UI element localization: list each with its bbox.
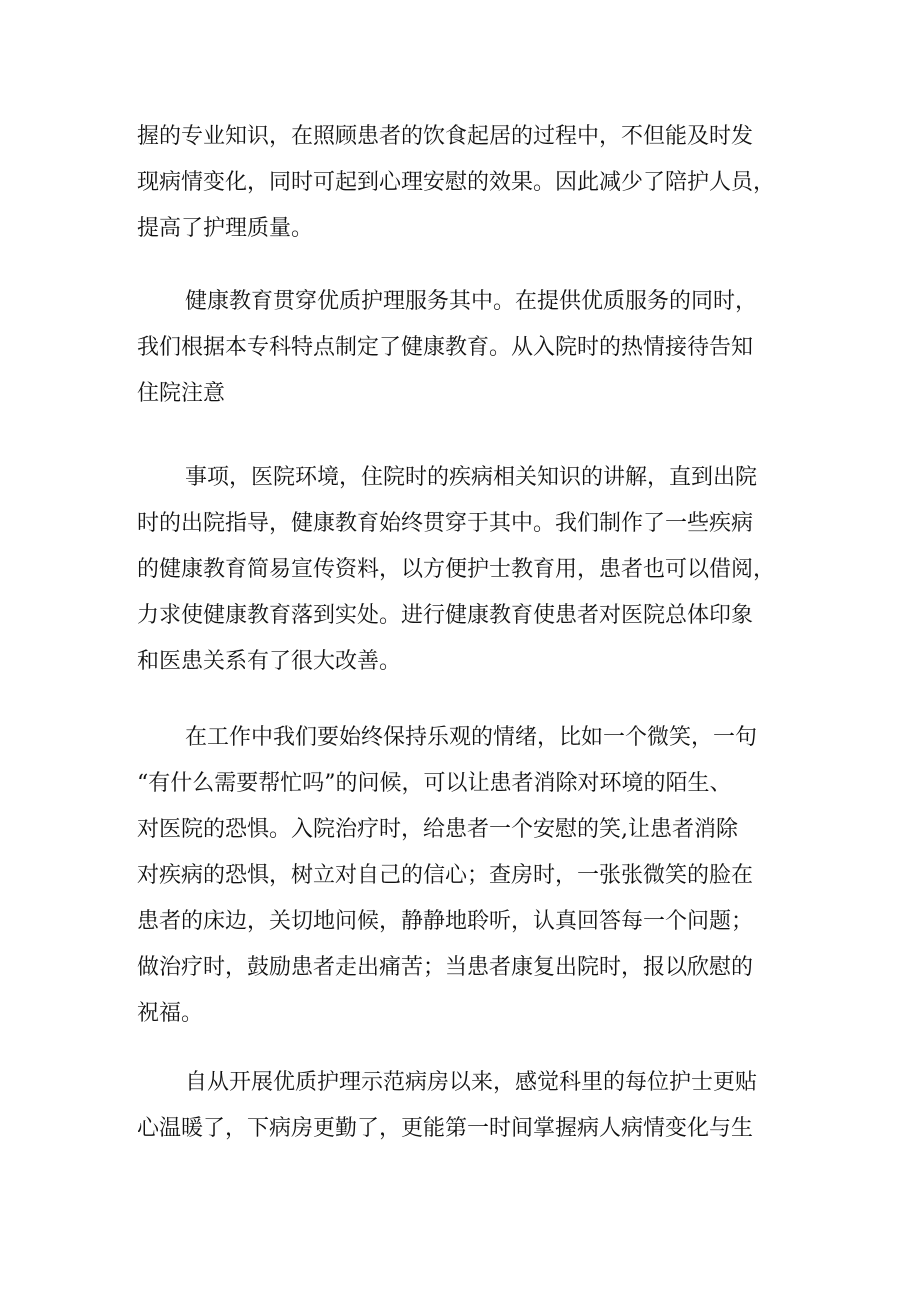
text-line: 健康教育贯穿优质护理服务其中。在提供优质服务的同时， <box>185 289 758 314</box>
text-line: 的健康教育简易宣传资料，以方便护士教育用，患者也可以借阅， <box>137 557 776 582</box>
text-line: 和医患关系有了很大改善。 <box>137 649 402 674</box>
text-line: 在工作中我们要始终保持乐观的情绪，比如一个微笑，一句 <box>185 725 758 750</box>
text-line: 对疾病的恐惧，树立对自己的信心；查房时，一张张微笑的脸在 <box>137 863 754 888</box>
text-line: 自从开展优质护理示范病房以来，感觉科里的每位护士更贴 <box>185 1070 758 1095</box>
paragraph-1 <box>137 114 787 252</box>
text-line: 做治疗时，鼓励患者走出痛苦；当患者康复出院时，报以欣慰的 <box>137 955 754 980</box>
paragraph-3 <box>137 455 787 685</box>
paragraph-2 <box>137 279 787 417</box>
text-line: 患者的床边，关切地问候，静静地聆听，认真回答每一个问题； <box>137 909 754 934</box>
paragraph-5 <box>137 1060 787 1152</box>
text-line: 力求使健康教育落到实处。进行健康教育使患者对医院总体印象 <box>137 603 754 628</box>
text-line: 握的专业知识，在照顾患者的饮食起居的过程中，不但能及时发 <box>137 124 754 149</box>
text-line: 现病情变化，同时可起到心理安慰的效果。因此减少了陪护人员， <box>137 170 776 195</box>
text-line: “有什么需要帮忙吗”的问候，可以让患者消除对环境的陌生、 <box>137 771 732 796</box>
text-line: 住院注意 <box>137 381 226 406</box>
text-line: 提高了护理质量。 <box>137 216 314 241</box>
text-line: 心温暖了，下病房更勤了，更能第一时间掌握病人病情变化与生 <box>137 1116 754 1141</box>
text-line: 事项，医院环境，住院时的疾病相关知识的讲解，直到出院 <box>185 465 758 490</box>
text-line: 时的出院指导，健康教育始终贯穿于其中。我们制作了一些疾病 <box>137 511 754 536</box>
text-line: 祝福。 <box>137 1001 204 1026</box>
paragraph-4 <box>137 715 787 1037</box>
text-line: 我们根据本专科特点制定了健康教育。从入院时的热情接待告知 <box>137 335 754 360</box>
text-line: 对医院的恐惧。入院治疗时，给患者一个安慰的笑,让患者消除 <box>137 817 738 842</box>
